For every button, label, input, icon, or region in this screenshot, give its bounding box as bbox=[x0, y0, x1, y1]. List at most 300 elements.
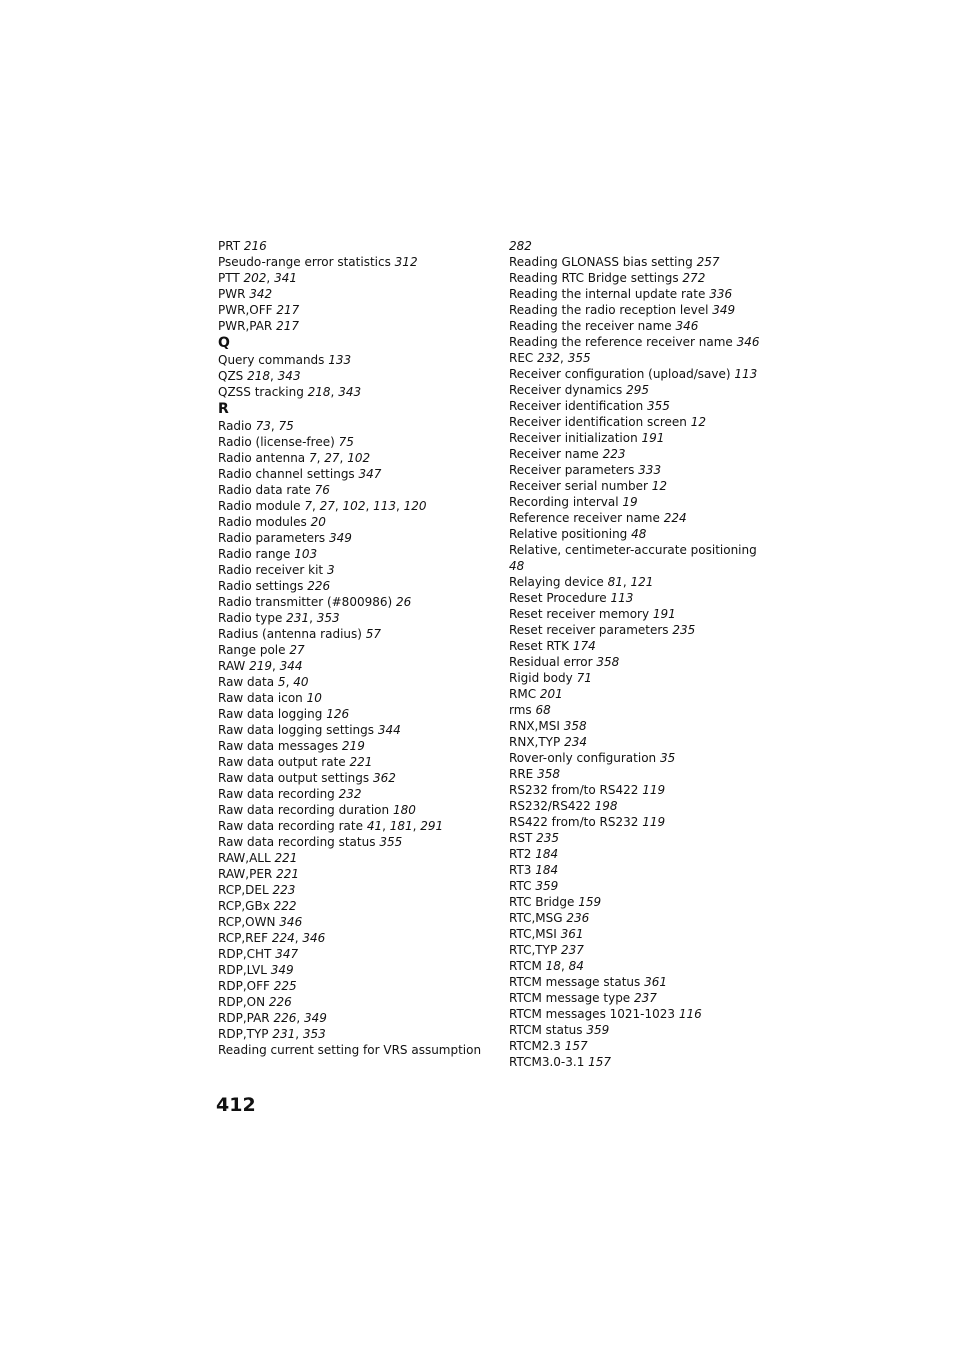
index-entry bbox=[509, 414, 809, 430]
index-term: RDP,CHT bbox=[218, 947, 272, 961]
index-term: Radio transmitter (#800986) bbox=[218, 595, 393, 609]
index-entry: PTT 202, 341 bbox=[218, 271, 297, 285]
index-term: Raw data output settings bbox=[218, 771, 370, 785]
index-entry bbox=[218, 978, 488, 994]
page-reference: 336 bbox=[709, 287, 733, 301]
index-term: Radio range bbox=[218, 547, 291, 561]
page-reference: 218 bbox=[307, 385, 331, 399]
index-entry bbox=[509, 894, 809, 910]
index-entry bbox=[218, 318, 488, 334]
index-entry bbox=[509, 622, 809, 638]
page-reference: 103 bbox=[294, 547, 318, 561]
index-term: Raw data recording status bbox=[218, 835, 376, 849]
index-entry bbox=[509, 814, 809, 830]
page-reference: 7 bbox=[304, 499, 312, 513]
index-term: RMC bbox=[509, 687, 537, 701]
page-reference: 26 bbox=[396, 595, 412, 609]
page-reference: 174 bbox=[572, 639, 596, 653]
index-entry bbox=[218, 882, 488, 898]
index-entry bbox=[509, 366, 809, 382]
page-reference: 202 bbox=[243, 271, 267, 285]
index-term: Radio receiver kit bbox=[218, 563, 324, 577]
page-reference: 359 bbox=[535, 879, 559, 893]
section-heading: Q bbox=[218, 335, 230, 351]
index-term: Receiver dynamics bbox=[509, 383, 623, 397]
index-entry: RCP,REF 224, 346 bbox=[218, 931, 326, 945]
index-entry bbox=[509, 718, 809, 734]
index-entry bbox=[509, 750, 809, 766]
index-entry bbox=[509, 830, 809, 846]
section-heading: R bbox=[218, 401, 229, 417]
index-term: Radio antenna bbox=[218, 451, 306, 465]
index-term: Raw data recording duration bbox=[218, 803, 390, 817]
index-entry bbox=[218, 482, 488, 498]
page-reference: 349 bbox=[270, 963, 294, 977]
page-reference: 361 bbox=[560, 927, 584, 941]
page-reference: 355 bbox=[647, 399, 670, 413]
page-reference: 295 bbox=[626, 383, 650, 397]
index-term: RCP,OWN bbox=[218, 915, 276, 929]
index-entry: QZSS tracking 218, 343 bbox=[218, 385, 362, 399]
index-term: Radio (license-free) bbox=[218, 435, 335, 449]
page-reference: 221 bbox=[274, 851, 298, 865]
index-entry bbox=[509, 846, 809, 862]
index-term: RDP,PAR bbox=[218, 1011, 270, 1025]
index-entry bbox=[509, 782, 809, 798]
index-term: Residual error bbox=[509, 655, 593, 669]
index-entry: QZS 218, 343 bbox=[218, 369, 301, 383]
index-entry bbox=[509, 1054, 809, 1070]
index-entry bbox=[218, 722, 488, 738]
page-reference: 157 bbox=[588, 1055, 612, 1069]
index-term: RNX,MSI bbox=[509, 719, 560, 733]
index-term: RTCM bbox=[509, 959, 542, 973]
page-reference: 113 bbox=[734, 367, 758, 381]
page-reference: 346 bbox=[302, 931, 326, 945]
index-entry bbox=[509, 286, 809, 302]
index-entry bbox=[509, 446, 809, 462]
page-reference: 81 bbox=[607, 575, 623, 589]
index-entry bbox=[509, 606, 809, 622]
index-term: RTC bbox=[509, 879, 532, 893]
page-reference: 119 bbox=[642, 815, 666, 829]
page-reference: 191 bbox=[641, 431, 665, 445]
index-term: Reading the reference receiver name bbox=[509, 335, 733, 349]
page-reference: 237 bbox=[561, 943, 584, 957]
page-reference: 359 bbox=[586, 1023, 610, 1037]
index-term: Radio channel settings bbox=[218, 467, 355, 481]
page-reference: 225 bbox=[273, 979, 297, 993]
index-entry bbox=[218, 706, 488, 722]
index-entry: REC 232, 355 bbox=[509, 351, 591, 365]
page-reference: 113 bbox=[373, 499, 396, 513]
index-term: RAW,PER bbox=[218, 867, 273, 881]
page-reference: 231 bbox=[286, 611, 310, 625]
index-entry bbox=[509, 990, 809, 1006]
page-reference: 361 bbox=[644, 975, 667, 989]
index-entry bbox=[218, 866, 488, 882]
index-term: RS232 from/to RS422 bbox=[509, 783, 639, 797]
page-reference: 341 bbox=[274, 271, 297, 285]
index-entry bbox=[218, 1042, 488, 1058]
index-entry bbox=[509, 942, 809, 958]
index-term: Radio data rate bbox=[218, 483, 311, 497]
index-term: RTC Bridge bbox=[509, 895, 575, 909]
page-reference: 235 bbox=[672, 623, 696, 637]
index-term: RNX,TYP bbox=[509, 735, 561, 749]
page-reference: 27 bbox=[319, 499, 335, 513]
index-entry bbox=[218, 690, 488, 706]
index-term: Pseudo-range error statistics bbox=[218, 255, 391, 269]
index-entry-continuation: 282 bbox=[509, 239, 532, 253]
page-reference: 232 bbox=[338, 787, 362, 801]
index-term: PTT bbox=[218, 271, 240, 285]
page-reference: 201 bbox=[539, 687, 563, 701]
page-reference: 226 bbox=[273, 1011, 297, 1025]
page-reference: 232 bbox=[537, 351, 561, 365]
index-entry bbox=[218, 352, 488, 368]
index-entry bbox=[509, 974, 809, 990]
index-entry bbox=[218, 530, 488, 546]
page-reference: 184 bbox=[535, 863, 559, 877]
index-term: Receiver parameters bbox=[509, 463, 635, 477]
index-entry bbox=[509, 590, 809, 606]
index-term: Radio parameters bbox=[218, 531, 326, 545]
page-reference: 41 bbox=[366, 819, 383, 833]
index-entry bbox=[509, 670, 809, 686]
page-reference: 226 bbox=[307, 579, 331, 593]
index-term: Receiver configuration (upload/save) bbox=[509, 367, 731, 381]
index-term: Receiver serial number bbox=[509, 479, 648, 493]
index-term: PWR bbox=[218, 287, 246, 301]
index-term: Receiver initialization bbox=[509, 431, 638, 445]
page-reference: 353 bbox=[316, 611, 340, 625]
index-term: Raw data logging bbox=[218, 707, 323, 721]
page-reference: 20 bbox=[310, 515, 326, 529]
index-entry bbox=[218, 594, 488, 610]
index-term: Relative, centimeter-accurate positioning bbox=[509, 543, 757, 557]
page-reference: 10 bbox=[306, 691, 322, 705]
page-reference: 226 bbox=[268, 995, 292, 1009]
index-term: RAW,ALL bbox=[218, 851, 271, 865]
page-reference: 272 bbox=[682, 271, 706, 285]
index-term: Radio type bbox=[218, 611, 283, 625]
index-entry bbox=[218, 738, 488, 754]
index-term: Reading the radio reception level bbox=[509, 303, 709, 317]
page-reference: 217 bbox=[276, 303, 300, 317]
page-reference: 222 bbox=[273, 899, 297, 913]
index-entry bbox=[218, 434, 488, 450]
index-term: RCP,REF bbox=[218, 931, 268, 945]
page-reference: 355 bbox=[567, 351, 591, 365]
index-term: Receiver identification screen bbox=[509, 415, 687, 429]
index-entry: RDP,PAR 226, 349 bbox=[218, 1011, 327, 1025]
page-reference: 257 bbox=[696, 255, 720, 269]
index-term: PWR,PAR bbox=[218, 319, 273, 333]
page-reference: 236 bbox=[566, 911, 590, 925]
page-reference: 346 bbox=[279, 915, 303, 929]
index-term: Rigid body bbox=[509, 671, 573, 685]
index-entry: Radio type 231, 353 bbox=[218, 611, 340, 625]
index-entry bbox=[218, 898, 488, 914]
page-reference: 333 bbox=[638, 463, 662, 477]
index-term: RRE bbox=[509, 767, 534, 781]
index-term: RTCM messages 1021-1023 bbox=[509, 1007, 676, 1021]
page-reference: 119 bbox=[642, 783, 666, 797]
index-term: Reading the internal update rate bbox=[509, 287, 706, 301]
page-reference: 358 bbox=[596, 655, 620, 669]
index-entry bbox=[509, 926, 809, 942]
index-entry bbox=[509, 270, 809, 286]
page-reference: 12 bbox=[651, 479, 668, 493]
index-term: QZS bbox=[218, 369, 244, 383]
index-term: RTCM2.3 bbox=[509, 1039, 561, 1053]
index-entry bbox=[509, 1022, 809, 1038]
index-entry bbox=[218, 642, 488, 658]
index-term: Raw data recording bbox=[218, 787, 335, 801]
page-reference: 102 bbox=[342, 499, 366, 513]
index-term: Radio settings bbox=[218, 579, 304, 593]
page-reference: 102 bbox=[347, 451, 371, 465]
page-reference: 234 bbox=[564, 735, 587, 749]
index-entry: Radio 73, 75 bbox=[218, 419, 294, 433]
index-entry bbox=[509, 478, 809, 494]
page-reference: 221 bbox=[349, 755, 373, 769]
index-term: RTC,MSG bbox=[509, 911, 563, 925]
index-term: RS232/RS422 bbox=[509, 799, 591, 813]
index-entry bbox=[218, 578, 488, 594]
page-reference: 347 bbox=[358, 467, 382, 481]
page-reference: 346 bbox=[675, 319, 699, 333]
page-reference: 219 bbox=[341, 739, 365, 753]
index-entry bbox=[509, 382, 809, 398]
index-entry bbox=[509, 302, 809, 318]
index-entry bbox=[218, 546, 488, 562]
index-term: Reset RTK bbox=[509, 639, 569, 653]
index-entry bbox=[509, 398, 809, 414]
page-reference: 221 bbox=[276, 867, 299, 881]
index-entry bbox=[509, 798, 809, 814]
index-entry: RAW 219, 344 bbox=[218, 659, 303, 673]
index-entry bbox=[509, 462, 809, 478]
index-entry bbox=[509, 254, 809, 270]
index-entry bbox=[218, 754, 488, 770]
page-reference: 362 bbox=[372, 771, 396, 785]
index-entry bbox=[218, 786, 488, 802]
index-entry: RDP,TYP 231, 353 bbox=[218, 1027, 326, 1041]
index-entry: Radio antenna 7, 27, 102 bbox=[218, 451, 371, 465]
page-reference: 224 bbox=[663, 511, 687, 525]
index-term: RTCM3.0-3.1 bbox=[509, 1055, 585, 1069]
page-reference: 291 bbox=[420, 819, 444, 833]
index-entry bbox=[218, 946, 488, 962]
index-entry: Relaying device 81, 121 bbox=[509, 575, 654, 589]
index-term: Raw data logging settings bbox=[218, 723, 375, 737]
index-column-right bbox=[509, 238, 809, 1070]
page-number: 412 bbox=[216, 1094, 256, 1116]
index-term: Raw data bbox=[218, 675, 275, 689]
index-entry bbox=[218, 962, 488, 978]
index-entry bbox=[218, 466, 488, 482]
index-term: Raw data messages bbox=[218, 739, 339, 753]
page-reference: 344 bbox=[377, 723, 401, 737]
index-term: RDP,LVL bbox=[218, 963, 267, 977]
page-reference: 57 bbox=[365, 627, 382, 641]
index-entry bbox=[509, 686, 809, 702]
index-term: Reset receiver parameters bbox=[509, 623, 669, 637]
index-term: rms bbox=[509, 703, 532, 717]
page-reference: 159 bbox=[578, 895, 602, 909]
index-term: PRT bbox=[218, 239, 241, 253]
index-entry bbox=[509, 510, 809, 526]
index-term: RDP,TYP bbox=[218, 1027, 269, 1041]
index-entry bbox=[509, 638, 809, 654]
page-reference: 231 bbox=[272, 1027, 296, 1041]
page-reference: 12 bbox=[690, 415, 707, 429]
page-reference: 216 bbox=[243, 239, 267, 253]
page-reference: 198 bbox=[594, 799, 618, 813]
index-entry bbox=[509, 910, 809, 926]
index-entry bbox=[218, 562, 488, 578]
page-reference: 68 bbox=[535, 703, 551, 717]
index-entry bbox=[509, 702, 809, 718]
index-term: Reset receiver memory bbox=[509, 607, 650, 621]
index-entry bbox=[218, 770, 488, 786]
page-reference: 27 bbox=[289, 643, 305, 657]
index-term: Reading GLONASS bias setting bbox=[509, 255, 693, 269]
index-term: Reading RTC Bridge settings bbox=[509, 271, 679, 285]
page-reference: 133 bbox=[328, 353, 352, 367]
index-entry bbox=[218, 514, 488, 530]
page-reference: 353 bbox=[302, 1027, 326, 1041]
page-reference: 347 bbox=[275, 947, 299, 961]
page-reference: 358 bbox=[537, 767, 560, 781]
page-reference: 71 bbox=[576, 671, 592, 685]
index-term: RAW bbox=[218, 659, 246, 673]
index-entry bbox=[218, 238, 488, 254]
page-reference: 343 bbox=[277, 369, 301, 383]
index-term: Recording interval bbox=[509, 495, 619, 509]
index-entry-continuation: 48 bbox=[509, 559, 525, 573]
index-entry bbox=[218, 914, 488, 930]
index-term: Reading the receiver name bbox=[509, 319, 672, 333]
index-entry: Raw data 5, 40 bbox=[218, 675, 309, 689]
index-term: RCP,DEL bbox=[218, 883, 269, 897]
page-reference: 343 bbox=[338, 385, 362, 399]
index-term: Relative positioning bbox=[509, 527, 628, 541]
index-term: Raw data output rate bbox=[218, 755, 346, 769]
index-entry bbox=[509, 878, 809, 894]
page-reference: 355 bbox=[379, 835, 403, 849]
page-reference: 358 bbox=[563, 719, 587, 733]
page-reference: 217 bbox=[276, 319, 300, 333]
index-entry bbox=[218, 302, 488, 318]
page-reference: 76 bbox=[314, 483, 330, 497]
page-reference: 180 bbox=[392, 803, 416, 817]
index-entry bbox=[218, 254, 488, 270]
index-entry bbox=[509, 734, 809, 750]
page-reference: 349 bbox=[304, 1011, 327, 1025]
page-reference: 237 bbox=[634, 991, 657, 1005]
index-entry bbox=[218, 994, 488, 1010]
page-reference: 223 bbox=[602, 447, 626, 461]
index-term: QZSS tracking bbox=[218, 385, 304, 399]
index-term: Radius (antenna radius) bbox=[218, 627, 362, 641]
index-term: Radio module bbox=[218, 499, 301, 513]
index-entry bbox=[509, 862, 809, 878]
page-reference: 48 bbox=[631, 527, 647, 541]
page-reference: 18 bbox=[545, 959, 561, 973]
index-entry bbox=[509, 430, 809, 446]
index-term: Reading current setting for VRS assumption bbox=[218, 1043, 482, 1057]
page-reference: 35 bbox=[659, 751, 676, 765]
index-term: RDP,OFF bbox=[218, 979, 270, 993]
page-reference: 235 bbox=[536, 831, 560, 845]
index-term: RT3 bbox=[509, 863, 532, 877]
index-entry: RTCM 18, 84 bbox=[509, 959, 584, 973]
index-term: Raw data recording rate bbox=[218, 819, 363, 833]
page-reference: 224 bbox=[271, 931, 295, 945]
index-entry: Radio module 7, 27, 102, 113, 120 bbox=[218, 499, 427, 513]
index-term: RTCM message type bbox=[509, 991, 631, 1005]
page-reference: 3 bbox=[326, 563, 335, 577]
index-term: RTC,TYP bbox=[509, 943, 558, 957]
page-reference: 312 bbox=[394, 255, 418, 269]
index-entry bbox=[218, 802, 488, 818]
page-reference: 223 bbox=[272, 883, 296, 897]
index-entry bbox=[218, 834, 488, 850]
index-term: Rover-only configuration bbox=[509, 751, 657, 765]
index-term: Reset Procedure bbox=[509, 591, 607, 605]
index-term: RTCM message status bbox=[509, 975, 641, 989]
page-reference: 116 bbox=[678, 1007, 702, 1021]
index-term: Receiver name bbox=[509, 447, 599, 461]
index-entry bbox=[509, 334, 809, 350]
index-entry bbox=[509, 526, 809, 542]
index-term: Relaying device bbox=[509, 575, 604, 589]
index-entry bbox=[218, 626, 488, 642]
index-term: RS422 from/to RS232 bbox=[509, 815, 639, 829]
page-reference: 5 bbox=[277, 675, 286, 689]
page-reference: 349 bbox=[328, 531, 352, 545]
index-column-left bbox=[218, 238, 488, 1058]
index-entry bbox=[509, 542, 809, 558]
page-reference: 349 bbox=[712, 303, 736, 317]
page-reference: 219 bbox=[249, 659, 273, 673]
index-entry bbox=[218, 850, 488, 866]
index-term: Radio bbox=[218, 419, 252, 433]
index-entry: Raw data recording rate 41, 181, 291 bbox=[218, 819, 444, 833]
index-term: Query commands bbox=[218, 353, 325, 367]
page-reference: 191 bbox=[652, 607, 676, 621]
page-reference: 19 bbox=[622, 495, 638, 509]
page-reference: 218 bbox=[247, 369, 271, 383]
index-term: RDP,ON bbox=[218, 995, 266, 1009]
page-reference: 27 bbox=[324, 451, 340, 465]
index-term: Raw data icon bbox=[218, 691, 303, 705]
page-reference: 344 bbox=[279, 659, 303, 673]
page-reference: 181 bbox=[389, 819, 413, 833]
index-term: RTC,MSI bbox=[509, 927, 557, 941]
index-entry bbox=[509, 766, 809, 782]
index-entry bbox=[509, 318, 809, 334]
index-entry bbox=[509, 1006, 809, 1022]
index-entry bbox=[509, 494, 809, 510]
page-reference: 126 bbox=[326, 707, 350, 721]
page-reference: 84 bbox=[568, 959, 584, 973]
index-term: Radio modules bbox=[218, 515, 307, 529]
page-reference: 40 bbox=[293, 675, 309, 689]
